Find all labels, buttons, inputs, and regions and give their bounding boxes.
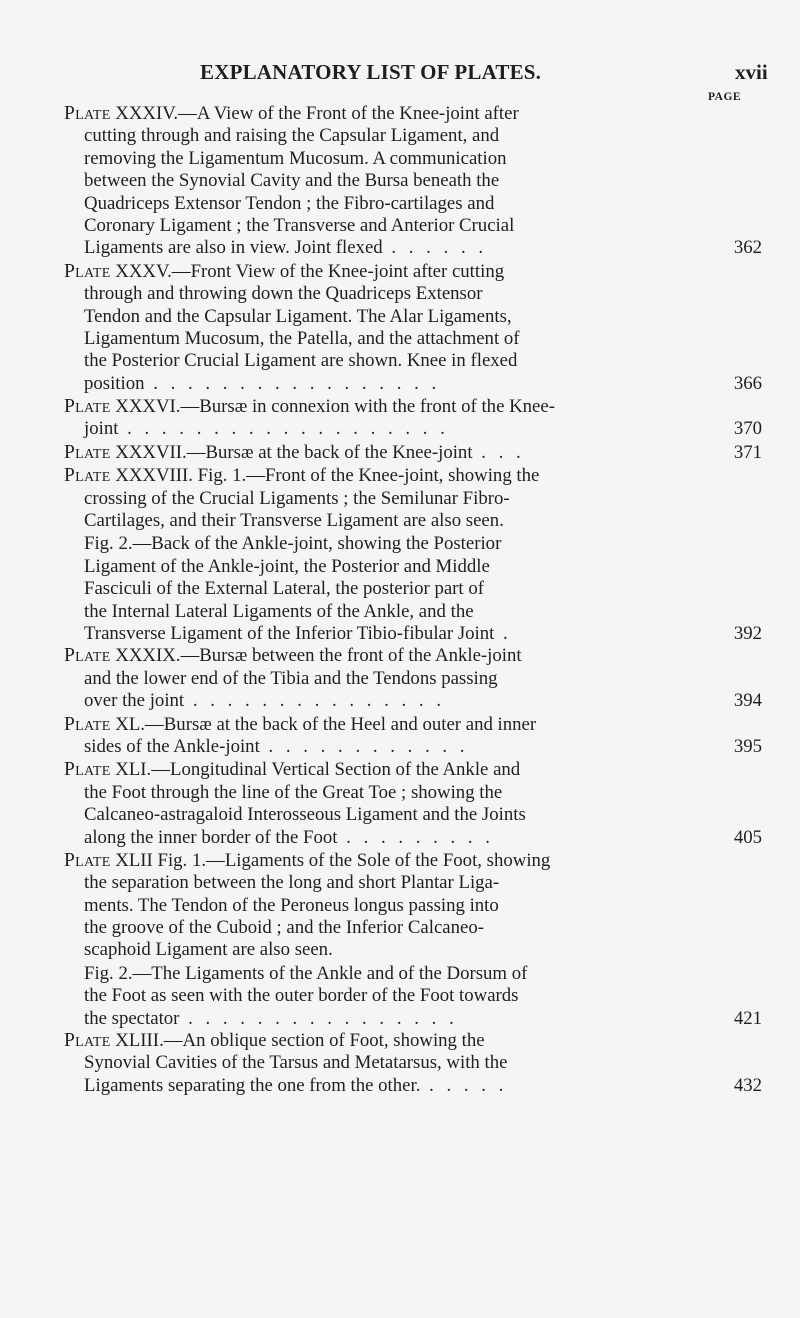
entry-line xyxy=(64,488,762,510)
entry-text: the groove of the Cuboid ; and the Inferior Calcaneo- xyxy=(84,917,485,939)
plate-page-number: 370 xyxy=(733,418,762,440)
entry-line xyxy=(64,759,762,781)
entry-text: Quadriceps Extensor Tendon ; the Fibro-cartilages and xyxy=(84,192,495,214)
entry-text: Fig. 2.—The Ligaments of the Ankle and of the Dorsum of xyxy=(84,962,528,984)
plate-list xyxy=(64,103,762,1098)
entry-text: the separation between the long and short Plantar Liga- xyxy=(84,872,500,894)
plate-entry xyxy=(64,1030,762,1097)
entry-line xyxy=(64,193,762,215)
entry-line xyxy=(64,827,762,849)
entry-text: XL.—Bursæ at the back of the Heel and outer and inner xyxy=(115,713,537,735)
entry-text: the Posterior Crucial Ligament are shown. Knee in flexed xyxy=(84,350,518,372)
running-title: EXPLANATORY LIST OF PLATES. xyxy=(200,60,542,84)
entry-line xyxy=(64,872,762,894)
entry-line xyxy=(64,714,762,736)
plate-entry xyxy=(64,850,762,962)
dot-leader: . xyxy=(494,622,512,644)
entry-line xyxy=(64,850,762,872)
entry-line xyxy=(64,690,762,712)
entry-line xyxy=(64,939,762,961)
entry-line xyxy=(64,103,762,125)
entry-line xyxy=(64,148,762,170)
plate-page-number: 394 xyxy=(733,690,762,712)
entry-text: sides of the Ankle-joint xyxy=(84,735,260,757)
entry-text: XXXVIII. Fig. 1.—Front of the Knee-joint, showing the xyxy=(115,465,540,487)
entry-line xyxy=(64,556,762,578)
entry-line xyxy=(64,465,762,487)
entry-text: Ligamentum Mucosum, the Patella, and the attachment of xyxy=(84,327,520,349)
entry-text: XLIII.—An oblique section of Foot, showing the xyxy=(115,1030,485,1052)
entry-text: the Foot as seen with the outer border of the Foot towards xyxy=(84,985,519,1007)
entry-text: XXXVI.—Bursæ in connexion with the front of the Knee- xyxy=(115,396,555,418)
dot-leader: . . . . . xyxy=(420,1074,508,1096)
dot-leader: . . . . . . . . . xyxy=(337,826,494,848)
plate-entry xyxy=(64,261,762,395)
entry-line xyxy=(64,418,762,440)
entry-text: XXXVII.—Bursæ at the back of the Knee-joint xyxy=(115,441,473,463)
plate-sub-entry xyxy=(64,533,762,645)
entry-line xyxy=(64,963,762,985)
plate-entry xyxy=(64,103,762,260)
entry-text: the Internal Lateral Ligaments of the Ankle, and the xyxy=(84,600,474,622)
entry-text: over the joint xyxy=(84,690,185,712)
entry-line xyxy=(64,237,762,259)
dot-leader: . . . . . . . . . . . . xyxy=(259,735,469,757)
entry-line xyxy=(64,350,762,372)
plate-entry xyxy=(64,442,762,464)
entry-line xyxy=(64,668,762,690)
entry-text: between the Synovial Cavity and the Bursa beneath the xyxy=(84,170,500,192)
entry-line xyxy=(64,578,762,600)
entry-line xyxy=(64,396,762,418)
entry-text: Calcaneo-astragaloid Interosseous Ligament and the Joints xyxy=(84,804,526,826)
dot-leader: . . . xyxy=(472,441,525,463)
entry-text: Ligaments are also in view. Joint flexed xyxy=(84,237,383,259)
entry-text: joint xyxy=(84,418,119,440)
dot-leader: . . . . . . . . . . . . . . . . . xyxy=(144,372,441,394)
entry-text: and the lower end of the Tibia and the Tendons passing xyxy=(84,667,498,689)
entry-text: the spectator xyxy=(84,1007,180,1029)
entry-text: Fasciculi of the External Lateral, the posterior part of xyxy=(84,578,484,600)
entry-line xyxy=(64,736,762,758)
entry-line xyxy=(64,917,762,939)
plate-label: Plate xyxy=(64,465,111,487)
entry-line xyxy=(64,601,762,623)
entry-text: ments. The Tendon of the Peroneus longus passing into xyxy=(84,894,499,916)
entry-text: Ligaments separating the one from the other. xyxy=(84,1074,421,1096)
entry-text: XXXV.—Front View of the Knee-joint after cutting xyxy=(115,260,505,282)
plate-label: Plate xyxy=(64,441,111,463)
entry-line xyxy=(64,782,762,804)
entry-text: Cartilages, and their Transverse Ligament are also seen. xyxy=(84,510,504,532)
plate-label: Plate xyxy=(64,103,111,124)
entry-text: Transverse Ligament of the Inferior Tibio-fibular Joint xyxy=(84,622,495,644)
entry-line xyxy=(64,623,762,645)
entry-line xyxy=(64,895,762,917)
plate-label: Plate xyxy=(64,396,111,418)
entry-line xyxy=(64,645,762,667)
entry-text: Fig. 2.—Back of the Ankle-joint, showing the Posterior xyxy=(84,533,502,555)
entry-text: through and throwing down the Quadriceps Extensor xyxy=(84,283,483,305)
entry-text: XXXIX.—Bursæ between the front of the Ankle-joint xyxy=(115,645,522,667)
dot-leader: . . . . . . . . . . . . . . . . . . . xyxy=(118,418,449,440)
plate-entry xyxy=(64,759,762,849)
entry-text: Synovial Cavities of the Tarsus and Metatarsus, with the xyxy=(84,1052,508,1074)
plate-entry xyxy=(64,465,762,532)
entry-line xyxy=(64,1052,762,1074)
entry-line xyxy=(64,1075,762,1097)
entry-text: XXXIV.—A View of the Front of the Knee-joint after xyxy=(115,103,519,124)
plate-page-number: 366 xyxy=(733,372,762,394)
plate-entry xyxy=(64,645,762,712)
entry-line xyxy=(64,215,762,237)
plate-label: Plate xyxy=(64,849,111,871)
entry-line xyxy=(64,1030,762,1052)
entry-text: the Foot through the line of the Great Toe ; showing the xyxy=(84,781,503,803)
entry-line xyxy=(64,261,762,283)
plate-page-number: 432 xyxy=(733,1074,762,1096)
plate-sub-entry xyxy=(64,963,762,1030)
entry-text: crossing of the Crucial Ligaments ; the Semilunar Fibro- xyxy=(84,487,510,509)
entry-line xyxy=(64,283,762,305)
entry-text: Tendon and the Capsular Ligament. The Alar Ligaments, xyxy=(84,305,512,327)
entry-text: Ligament of the Ankle-joint, the Posterior and Middle xyxy=(84,555,490,577)
entry-line xyxy=(64,985,762,1007)
running-header xyxy=(0,44,800,84)
plate-entry xyxy=(64,714,762,759)
entry-line xyxy=(64,442,762,464)
entry-line xyxy=(64,533,762,555)
entry-line xyxy=(64,804,762,826)
plate-label: Plate xyxy=(64,1030,111,1052)
entry-line xyxy=(64,306,762,328)
page-number: xvii xyxy=(735,60,768,84)
entry-line xyxy=(64,373,762,395)
plate-label: Plate xyxy=(64,759,111,781)
plate-page-number: 395 xyxy=(733,735,762,757)
plate-page-number: 421 xyxy=(733,1007,762,1029)
entry-text: scaphoid Ligament are also seen. xyxy=(84,939,333,961)
dot-leader: . . . . . . xyxy=(382,237,488,259)
plate-page-number: 362 xyxy=(733,237,762,259)
entry-line xyxy=(64,125,762,147)
dot-leader: . . . . . . . . . . . . . . . . xyxy=(179,1007,458,1029)
entry-text: XLII Fig. 1.—Ligaments of the Sole of the Foot, showing xyxy=(115,849,551,871)
entry-text: removing the Ligamentum Mucosum. A communication xyxy=(84,147,507,169)
entry-text: along the inner border of the Foot xyxy=(84,826,338,848)
entry-text: cutting through and raising the Capsular Ligament, and xyxy=(84,125,500,147)
plate-page-number: 405 xyxy=(733,826,762,848)
entry-text: position xyxy=(84,372,145,394)
plate-page-number: 392 xyxy=(733,622,762,644)
plate-entry xyxy=(64,396,762,441)
plate-label: Plate xyxy=(64,260,111,282)
entry-line xyxy=(64,328,762,350)
plate-page-number: 371 xyxy=(733,441,762,463)
plate-label: Plate xyxy=(64,645,111,667)
entry-text: Coronary Ligament ; the Transverse and Anterior Crucial xyxy=(84,214,515,236)
entry-line xyxy=(64,170,762,192)
entry-line xyxy=(64,1008,762,1030)
plate-label: Plate xyxy=(64,713,111,735)
entry-line xyxy=(64,510,762,532)
entry-text: XLI.—Longitudinal Vertical Section of the Ankle and xyxy=(115,759,521,781)
dot-leader: . . . . . . . . . . . . . . . xyxy=(184,690,446,712)
page-column-label: PAGE xyxy=(708,91,742,103)
